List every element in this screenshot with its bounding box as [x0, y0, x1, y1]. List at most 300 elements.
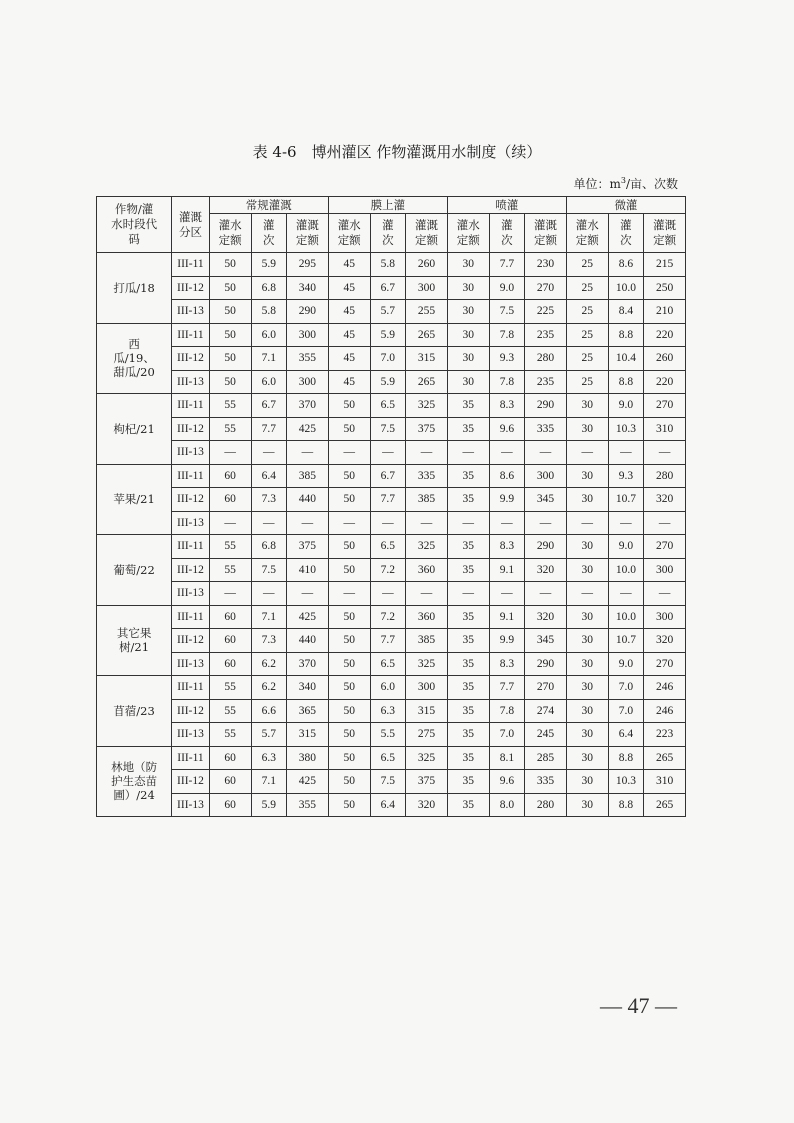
value-cell: 7.0 — [489, 723, 525, 747]
table-row — [97, 582, 686, 606]
value-cell: 385 — [406, 488, 448, 512]
value-cell: 50 — [328, 417, 370, 441]
header-sub: 灌次 — [370, 214, 406, 253]
value-cell: — — [370, 582, 406, 606]
zone-cell: III-11 — [172, 746, 210, 770]
value-cell: 10.0 — [608, 558, 644, 582]
value-cell: 8.8 — [608, 370, 644, 394]
value-cell: 335 — [406, 464, 448, 488]
zone-cell: III-12 — [172, 699, 210, 723]
value-cell: 55 — [209, 394, 251, 418]
value-cell: — — [370, 511, 406, 535]
value-cell: 265 — [644, 746, 686, 770]
value-cell: 35 — [447, 417, 489, 441]
value-cell: 30 — [447, 253, 489, 277]
value-cell: 385 — [406, 629, 448, 653]
value-cell: 10.4 — [608, 347, 644, 371]
header-sub: 灌溉定额 — [525, 214, 567, 253]
value-cell: 290 — [525, 394, 567, 418]
value-cell: 300 — [406, 676, 448, 700]
value-cell: — — [644, 441, 686, 465]
table-row — [97, 394, 686, 418]
value-cell: 270 — [644, 535, 686, 559]
zone-cell: III-11 — [172, 253, 210, 277]
value-cell: 30 — [566, 558, 608, 582]
value-cell: 5.8 — [251, 300, 287, 324]
value-cell: 9.0 — [608, 652, 644, 676]
value-cell: 45 — [328, 300, 370, 324]
value-cell: 50 — [328, 464, 370, 488]
value-cell: 10.7 — [608, 488, 644, 512]
value-cell: 6.4 — [370, 793, 406, 817]
value-cell: 9.1 — [489, 605, 525, 629]
value-cell: — — [447, 511, 489, 535]
header-zone: 灌溉分区 — [172, 197, 210, 253]
value-cell: 380 — [287, 746, 329, 770]
value-cell: 9.9 — [489, 629, 525, 653]
value-cell: 290 — [525, 652, 567, 676]
value-cell: 8.3 — [489, 394, 525, 418]
value-cell: — — [644, 582, 686, 606]
value-cell: — — [370, 441, 406, 465]
crop-name-cell: 苹果/21 — [97, 464, 172, 535]
value-cell: 35 — [447, 558, 489, 582]
value-cell: 410 — [287, 558, 329, 582]
value-cell: 30 — [566, 464, 608, 488]
value-cell: 375 — [406, 417, 448, 441]
zone-cell: III-13 — [172, 582, 210, 606]
value-cell: 9.6 — [489, 770, 525, 794]
value-cell: 50 — [328, 746, 370, 770]
value-cell: — — [525, 441, 567, 465]
value-cell: 7.5 — [489, 300, 525, 324]
value-cell: 440 — [287, 629, 329, 653]
value-cell: 35 — [447, 535, 489, 559]
value-cell: 55 — [209, 417, 251, 441]
table-row — [97, 464, 686, 488]
value-cell: — — [328, 441, 370, 465]
value-cell: 320 — [525, 558, 567, 582]
value-cell: 50 — [209, 300, 251, 324]
value-cell: 9.0 — [489, 276, 525, 300]
table-row — [97, 300, 686, 324]
value-cell: 9.1 — [489, 558, 525, 582]
value-cell: 290 — [525, 535, 567, 559]
value-cell: 30 — [566, 723, 608, 747]
value-cell: 270 — [644, 652, 686, 676]
value-cell: 30 — [566, 629, 608, 653]
value-cell: 265 — [406, 370, 448, 394]
value-cell: 440 — [287, 488, 329, 512]
value-cell: 7.1 — [251, 605, 287, 629]
value-cell: 270 — [525, 676, 567, 700]
value-cell: 5.8 — [370, 253, 406, 277]
value-cell: 30 — [566, 605, 608, 629]
header-group: 常规灌溉 — [209, 197, 328, 214]
value-cell: 7.3 — [251, 488, 287, 512]
value-cell: 55 — [209, 676, 251, 700]
value-cell: 35 — [447, 770, 489, 794]
value-cell: 5.5 — [370, 723, 406, 747]
value-cell: 30 — [566, 793, 608, 817]
value-cell: 10.0 — [608, 605, 644, 629]
value-cell: 335 — [525, 417, 567, 441]
zone-cell: III-13 — [172, 370, 210, 394]
value-cell: 335 — [525, 770, 567, 794]
value-cell: 5.9 — [251, 793, 287, 817]
value-cell: 6.5 — [370, 746, 406, 770]
value-cell: — — [489, 511, 525, 535]
value-cell: 7.0 — [608, 676, 644, 700]
header-group: 微灌 — [566, 197, 685, 214]
value-cell: 274 — [525, 699, 567, 723]
value-cell: 8.6 — [608, 253, 644, 277]
value-cell: 25 — [566, 370, 608, 394]
value-cell: 25 — [566, 347, 608, 371]
value-cell: 320 — [406, 793, 448, 817]
value-cell: 8.0 — [489, 793, 525, 817]
value-cell: 7.1 — [251, 770, 287, 794]
value-cell: 50 — [328, 676, 370, 700]
header-sub: 灌水定额 — [566, 214, 608, 253]
value-cell: — — [251, 582, 287, 606]
value-cell: 60 — [209, 605, 251, 629]
zone-cell: III-12 — [172, 629, 210, 653]
value-cell: 7.7 — [251, 417, 287, 441]
zone-cell: III-11 — [172, 535, 210, 559]
value-cell: 8.6 — [489, 464, 525, 488]
table-row — [97, 558, 686, 582]
header-sub: 灌溉定额 — [287, 214, 329, 253]
value-cell: 7.0 — [370, 347, 406, 371]
value-cell: 5.9 — [370, 370, 406, 394]
value-cell: 315 — [406, 347, 448, 371]
zone-cell: III-13 — [172, 723, 210, 747]
value-cell: 35 — [447, 394, 489, 418]
zone-cell: III-12 — [172, 417, 210, 441]
value-cell: 50 — [328, 629, 370, 653]
value-cell: 7.7 — [370, 488, 406, 512]
value-cell: 6.2 — [251, 676, 287, 700]
value-cell: 300 — [287, 370, 329, 394]
value-cell: 50 — [209, 370, 251, 394]
unit-note: 单位：$m^3/$亩、次数 — [573, 176, 678, 191]
value-cell: 30 — [447, 347, 489, 371]
value-cell: 45 — [328, 276, 370, 300]
value-cell: 30 — [566, 535, 608, 559]
zone-cell: III-13 — [172, 511, 210, 535]
value-cell: 315 — [406, 699, 448, 723]
value-cell: 35 — [447, 464, 489, 488]
value-cell: 270 — [525, 276, 567, 300]
value-cell: 30 — [447, 370, 489, 394]
value-cell: 5.7 — [370, 300, 406, 324]
value-cell: 300 — [406, 276, 448, 300]
value-cell: 235 — [525, 323, 567, 347]
table-row — [97, 511, 686, 535]
value-cell: 9.6 — [489, 417, 525, 441]
value-cell: 325 — [406, 535, 448, 559]
value-cell: — — [447, 441, 489, 465]
value-cell: 30 — [447, 323, 489, 347]
value-cell: 8.8 — [608, 746, 644, 770]
crop-name-cell: 其它果树/21 — [97, 605, 172, 676]
value-cell: — — [328, 582, 370, 606]
value-cell: 60 — [209, 652, 251, 676]
value-cell: 35 — [447, 793, 489, 817]
value-cell: 35 — [447, 488, 489, 512]
value-cell: — — [566, 441, 608, 465]
value-cell: 210 — [644, 300, 686, 324]
crop-name-cell: 打瓜/18 — [97, 253, 172, 324]
zone-cell: III-11 — [172, 676, 210, 700]
table-row — [97, 746, 686, 770]
value-cell: 6.3 — [370, 699, 406, 723]
value-cell: 6.4 — [608, 723, 644, 747]
table-header — [97, 197, 686, 253]
value-cell: 6.5 — [370, 652, 406, 676]
value-cell: 6.5 — [370, 535, 406, 559]
value-cell: 265 — [644, 793, 686, 817]
header-sub: 灌溉定额 — [406, 214, 448, 253]
value-cell: 7.0 — [608, 699, 644, 723]
value-cell: 280 — [525, 347, 567, 371]
value-cell: — — [287, 441, 329, 465]
value-cell: 375 — [406, 770, 448, 794]
value-cell: 35 — [447, 676, 489, 700]
value-cell: 8.3 — [489, 535, 525, 559]
header-sub: 灌水定额 — [209, 214, 251, 253]
value-cell: 6.3 — [251, 746, 287, 770]
value-cell: 370 — [287, 652, 329, 676]
value-cell: 5.9 — [251, 253, 287, 277]
header-sub: 灌溉定额 — [644, 214, 686, 253]
value-cell: 320 — [644, 488, 686, 512]
crop-name-cell: 苜蓿/23 — [97, 676, 172, 747]
value-cell: 370 — [287, 394, 329, 418]
value-cell: 35 — [447, 629, 489, 653]
value-cell: 7.8 — [489, 323, 525, 347]
value-cell: 215 — [644, 253, 686, 277]
value-cell: 50 — [328, 793, 370, 817]
value-cell: — — [209, 441, 251, 465]
value-cell: 310 — [644, 417, 686, 441]
value-cell: 6.0 — [251, 323, 287, 347]
value-cell: 285 — [525, 746, 567, 770]
value-cell: — — [608, 441, 644, 465]
value-cell: 35 — [447, 699, 489, 723]
zone-cell: III-11 — [172, 605, 210, 629]
value-cell: 10.3 — [608, 770, 644, 794]
value-cell: 45 — [328, 370, 370, 394]
value-cell: 30 — [566, 770, 608, 794]
value-cell: 45 — [328, 253, 370, 277]
zone-cell: III-11 — [172, 323, 210, 347]
value-cell: 10.0 — [608, 276, 644, 300]
value-cell: 6.8 — [251, 276, 287, 300]
value-cell: 6.2 — [251, 652, 287, 676]
value-cell: 8.1 — [489, 746, 525, 770]
table-row — [97, 676, 686, 700]
value-cell: 235 — [525, 370, 567, 394]
value-cell: 60 — [209, 464, 251, 488]
value-cell: 50 — [328, 394, 370, 418]
value-cell: 7.5 — [370, 770, 406, 794]
value-cell: 7.5 — [370, 417, 406, 441]
value-cell: 45 — [328, 323, 370, 347]
table-row — [97, 370, 686, 394]
value-cell: — — [608, 582, 644, 606]
value-cell: 360 — [406, 605, 448, 629]
value-cell: 6.6 — [251, 699, 287, 723]
value-cell: 220 — [644, 323, 686, 347]
value-cell: 8.3 — [489, 652, 525, 676]
value-cell: 6.7 — [370, 276, 406, 300]
value-cell: 50 — [328, 488, 370, 512]
value-cell: 225 — [525, 300, 567, 324]
value-cell: — — [287, 511, 329, 535]
value-cell: 320 — [525, 605, 567, 629]
value-cell: 50 — [328, 770, 370, 794]
value-cell: 50 — [328, 535, 370, 559]
value-cell: 8.4 — [608, 300, 644, 324]
value-cell: — — [566, 511, 608, 535]
zone-cell: III-12 — [172, 770, 210, 794]
value-cell: 260 — [406, 253, 448, 277]
value-cell: 9.0 — [608, 394, 644, 418]
table-row — [97, 652, 686, 676]
crop-name-cell: 枸杞/21 — [97, 394, 172, 465]
value-cell: 280 — [525, 793, 567, 817]
value-cell: 9.0 — [608, 535, 644, 559]
zone-cell: III-12 — [172, 347, 210, 371]
value-cell: 315 — [287, 723, 329, 747]
value-cell: 35 — [447, 652, 489, 676]
value-cell: — — [406, 582, 448, 606]
header-sub: 灌次 — [489, 214, 525, 253]
crop-name-cell: 葡萄/22 — [97, 535, 172, 606]
value-cell: 425 — [287, 417, 329, 441]
value-cell: 375 — [287, 535, 329, 559]
value-cell: 50 — [209, 253, 251, 277]
zone-cell: III-13 — [172, 652, 210, 676]
value-cell: 246 — [644, 676, 686, 700]
value-cell: — — [489, 441, 525, 465]
value-cell: — — [406, 511, 448, 535]
value-cell: 7.8 — [489, 370, 525, 394]
zone-cell: III-12 — [172, 276, 210, 300]
value-cell: 7.2 — [370, 605, 406, 629]
zone-cell: III-13 — [172, 441, 210, 465]
value-cell: — — [644, 511, 686, 535]
value-cell: — — [608, 511, 644, 535]
value-cell: 30 — [566, 394, 608, 418]
value-cell: 255 — [406, 300, 448, 324]
value-cell: 260 — [644, 347, 686, 371]
zone-cell: III-11 — [172, 394, 210, 418]
header-sub: 灌水定额 — [328, 214, 370, 253]
value-cell: 355 — [287, 347, 329, 371]
value-cell: 7.7 — [489, 253, 525, 277]
value-cell: 35 — [447, 723, 489, 747]
value-cell: 290 — [287, 300, 329, 324]
value-cell: 50 — [209, 323, 251, 347]
value-cell: 7.8 — [489, 699, 525, 723]
value-cell: 30 — [566, 699, 608, 723]
value-cell: — — [328, 511, 370, 535]
header-sub: 灌水定额 — [447, 214, 489, 253]
value-cell: 6.7 — [251, 394, 287, 418]
table-row — [97, 488, 686, 512]
value-cell: 60 — [209, 793, 251, 817]
value-cell: 50 — [328, 605, 370, 629]
value-cell: 7.1 — [251, 347, 287, 371]
value-cell: — — [251, 441, 287, 465]
zone-cell: III-13 — [172, 793, 210, 817]
table-body — [97, 253, 686, 817]
value-cell: — — [566, 582, 608, 606]
page-number: — 47 — — [600, 993, 677, 1018]
value-cell: 345 — [525, 629, 567, 653]
table-row — [97, 770, 686, 794]
value-cell: — — [251, 511, 287, 535]
value-cell: 325 — [406, 394, 448, 418]
zone-cell: III-13 — [172, 300, 210, 324]
table-row — [97, 347, 686, 371]
value-cell: 10.7 — [608, 629, 644, 653]
value-cell: 300 — [644, 558, 686, 582]
value-cell: 300 — [644, 605, 686, 629]
value-cell: 7.5 — [251, 558, 287, 582]
value-cell: 35 — [447, 746, 489, 770]
value-cell: 9.3 — [608, 464, 644, 488]
value-cell: 345 — [525, 488, 567, 512]
value-cell: 365 — [287, 699, 329, 723]
header-sub: 灌次 — [608, 214, 644, 253]
value-cell: 250 — [644, 276, 686, 300]
value-cell: 220 — [644, 370, 686, 394]
value-cell: 35 — [447, 605, 489, 629]
value-cell: — — [209, 511, 251, 535]
value-cell: 30 — [447, 300, 489, 324]
value-cell: — — [525, 511, 567, 535]
value-cell: 300 — [525, 464, 567, 488]
value-cell: — — [447, 582, 489, 606]
value-cell: 340 — [287, 276, 329, 300]
value-cell: — — [406, 441, 448, 465]
value-cell: 50 — [328, 699, 370, 723]
value-cell: 9.3 — [489, 347, 525, 371]
value-cell: 50 — [328, 723, 370, 747]
value-cell: 30 — [566, 488, 608, 512]
header-group: 膜上灌 — [328, 197, 447, 214]
value-cell: 8.8 — [608, 793, 644, 817]
value-cell: 60 — [209, 629, 251, 653]
value-cell: 265 — [406, 323, 448, 347]
value-cell: 6.5 — [370, 394, 406, 418]
value-cell: — — [209, 582, 251, 606]
value-cell: 8.8 — [608, 323, 644, 347]
value-cell: 7.2 — [370, 558, 406, 582]
value-cell: 55 — [209, 699, 251, 723]
value-cell: 6.0 — [370, 676, 406, 700]
value-cell: 6.0 — [251, 370, 287, 394]
value-cell: 7.7 — [489, 676, 525, 700]
value-cell: 55 — [209, 535, 251, 559]
table-row — [97, 699, 686, 723]
value-cell: 340 — [287, 676, 329, 700]
value-cell: 5.9 — [370, 323, 406, 347]
